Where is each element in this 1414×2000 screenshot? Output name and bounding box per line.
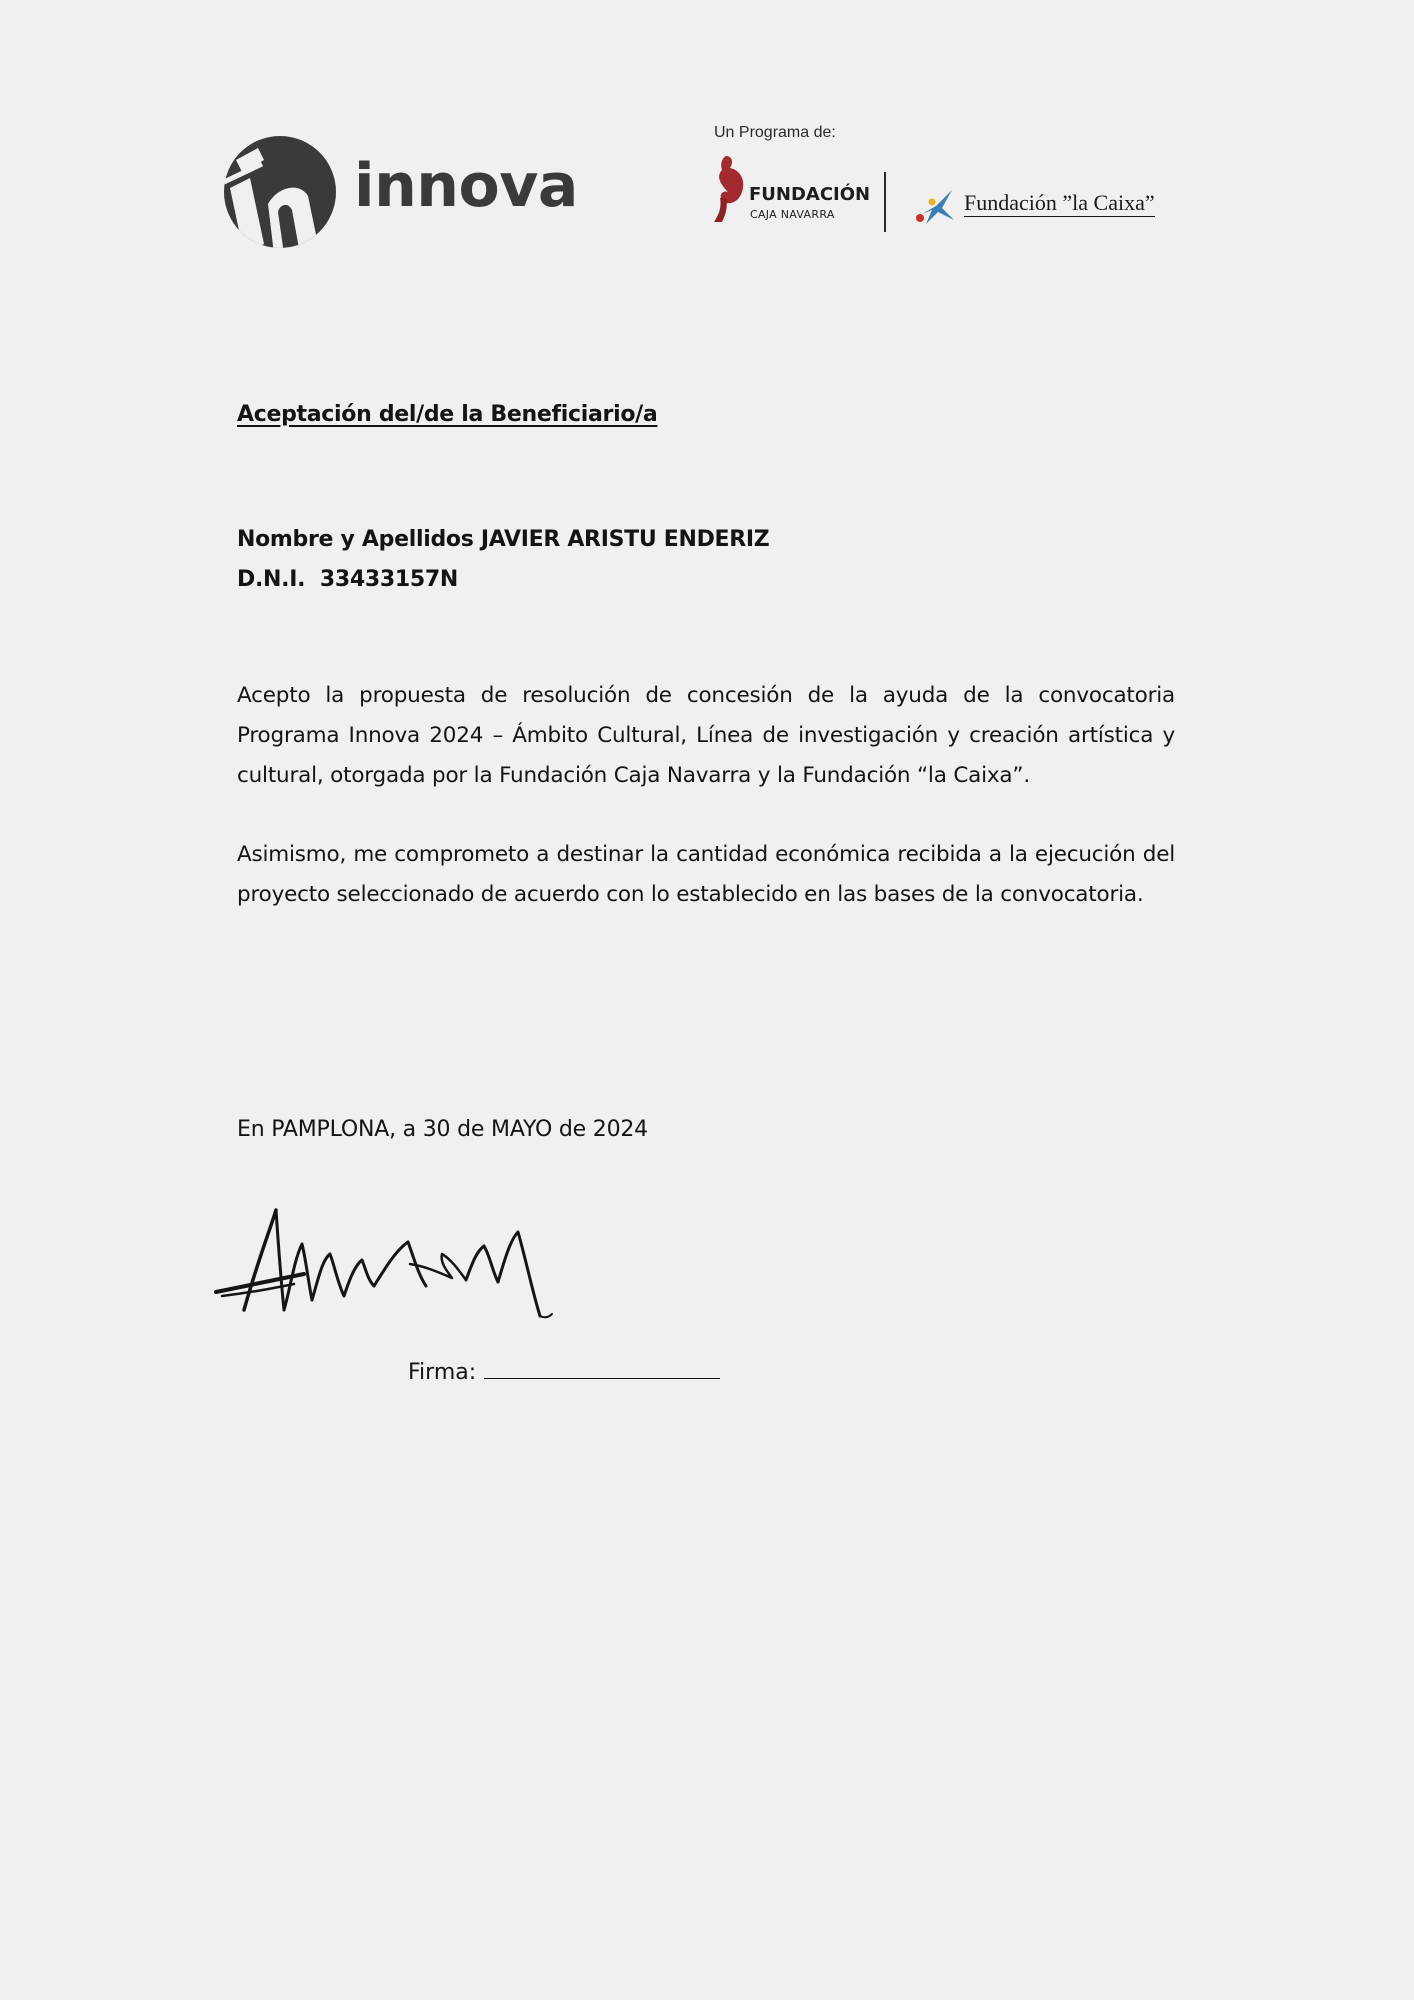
- commitment-paragraph: Asimismo, me comprometo a destinar la cantidad económica recibida a la ejecución del proyecto seleccionado de acuerdo con lo establecido en las bases de la convocatoria.: [237, 842, 1175, 907]
- la-caixa-wordmark: Fundación ”la Caixa”: [964, 190, 1155, 215]
- program-label: Un Programa de:: [714, 124, 836, 141]
- la-caixa-star-icon: [912, 184, 958, 228]
- place-and-date: En PAMPLONA, a 30 de MAYO de 2024: [237, 1117, 648, 1142]
- handwritten-signature: [214, 1200, 594, 1330]
- fcn-figure-icon: [712, 154, 748, 224]
- signature-field: [408, 1360, 720, 1385]
- signature-label: Firma:: [408, 1360, 477, 1385]
- innova-wordmark: innova: [354, 151, 578, 221]
- innova-logo: [222, 134, 578, 250]
- fundacion-caja-navarra-logo: [712, 154, 871, 224]
- acceptance-paragraph: Acepto la propuesta de resolución de concesión de la ayuda de la convocatoria Programa Innova 2024 – Ámbito Cultural, Línea de investigación y creación artística y cultural, otorgada por la Fundación Caja Navarra y la Fundación “la Caixa”.: [237, 683, 1175, 788]
- fundacion-la-caixa-logo: [912, 184, 1162, 228]
- logo-divider: [884, 172, 886, 232]
- signature-line: [484, 1377, 720, 1379]
- fcn-logo-title: FUNDACIÓN: [749, 184, 871, 205]
- beneficiary-identity: [237, 520, 769, 600]
- innova-emblem-icon: [222, 134, 338, 250]
- fcn-logo-subtitle: CAJA NAVARRA: [750, 208, 835, 221]
- document-title: Aceptación del/de la Beneficiario/a: [237, 402, 658, 427]
- beneficiary-dni: D.N.I. 33433157N: [237, 567, 459, 592]
- beneficiary-name: Nombre y Apellidos JAVIER ARISTU ENDERIZ: [237, 527, 770, 552]
